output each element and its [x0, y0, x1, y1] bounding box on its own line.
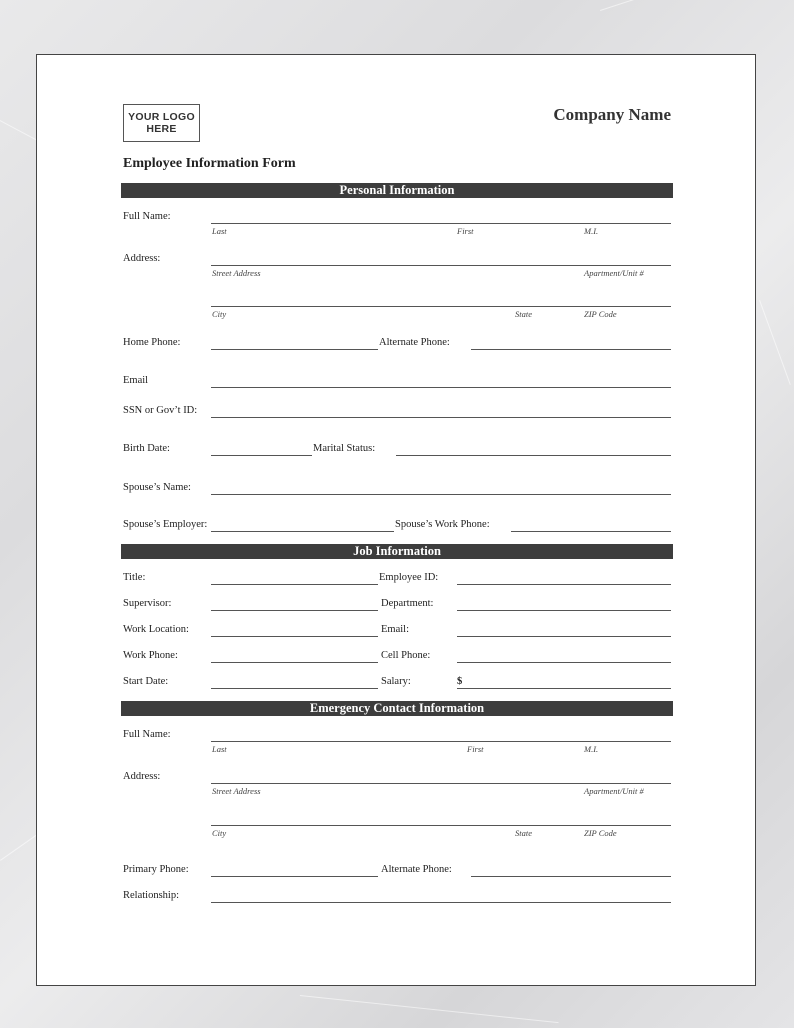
company-name: Company Name — [553, 105, 671, 124]
primary-phone-label: Primary Phone: — [123, 864, 189, 875]
cell-phone-field[interactable] — [457, 662, 671, 663]
work-location-field[interactable] — [211, 636, 378, 637]
spouse-name-field[interactable] — [211, 494, 671, 495]
ec-apt-sublabel: Apartment/Unit # — [584, 786, 644, 796]
department-label: Department: — [381, 598, 434, 609]
alt-phone-label: Alternate Phone: — [379, 337, 450, 348]
title-label: Title: — [123, 572, 146, 583]
state-sublabel: State — [515, 309, 532, 319]
ec-alt-phone-label: Alternate Phone: — [381, 864, 452, 875]
title-field[interactable] — [211, 584, 378, 585]
email-label: Email — [123, 375, 149, 386]
full-name-label: Full Name: — [123, 211, 171, 222]
department-field[interactable] — [457, 610, 671, 611]
employee-id-label: Employee ID: — [379, 572, 439, 583]
ssn-label: SSN or Gov’t ID: — [123, 405, 198, 416]
section-header-personal: Personal Information — [121, 183, 673, 198]
ssn-field[interactable] — [211, 417, 671, 418]
start-date-label: Start Date: — [123, 676, 169, 687]
section-header-job: Job Information — [121, 544, 673, 559]
alt-phone-field[interactable] — [471, 349, 671, 350]
ec-zip-sublabel: ZIP Code — [584, 828, 617, 838]
spouse-work-phone-label: Spouse’s Work Phone: — [395, 519, 490, 530]
relationship-label: Relationship: — [123, 890, 179, 901]
job-email-label: Email: — [381, 624, 409, 635]
ec-state-sublabel: State — [515, 828, 532, 838]
ec-address-label: Address: — [123, 771, 161, 782]
spouse-name-label: Spouse’s Name: — [123, 482, 191, 493]
street-address-field[interactable] — [211, 265, 671, 266]
logo-placeholder: YOUR LOGO HERE — [123, 104, 200, 142]
zip-sublabel: ZIP Code — [584, 309, 617, 319]
form-title: Employee Information Form — [123, 156, 296, 171]
ec-last-sublabel: Last — [212, 744, 227, 754]
section-header-emergency: Emergency Contact Information — [121, 701, 673, 716]
salary-field[interactable] — [457, 688, 671, 689]
marital-status-field[interactable] — [396, 455, 671, 456]
full-name-field[interactable] — [211, 223, 671, 224]
email-field[interactable] — [211, 387, 671, 388]
city-sublabel: City — [212, 309, 227, 319]
spouse-work-phone-field[interactable] — [511, 531, 671, 532]
ec-alt-phone-field[interactable] — [471, 876, 671, 877]
salary-label: Salary: — [381, 676, 411, 687]
birth-date-label: Birth Date: — [123, 443, 170, 454]
employee-id-field[interactable] — [457, 584, 671, 585]
supervisor-label: Supervisor: — [123, 598, 172, 609]
ec-full-name-field[interactable] — [211, 741, 671, 742]
city-state-zip-field[interactable] — [211, 306, 671, 307]
birth-date-field[interactable] — [211, 455, 312, 456]
ec-street-sublabel: Street Address — [212, 786, 261, 796]
relationship-field[interactable] — [211, 902, 671, 903]
ec-full-name-label: Full Name: — [123, 729, 171, 740]
form-page — [36, 54, 756, 986]
supervisor-field[interactable] — [211, 610, 378, 611]
address-label: Address: — [123, 253, 161, 264]
ec-first-sublabel: First — [467, 744, 484, 754]
start-date-field[interactable] — [211, 688, 378, 689]
cell-phone-label: Cell Phone: — [381, 650, 431, 661]
ec-street-address-field[interactable] — [211, 783, 671, 784]
street-sublabel: Street Address — [212, 268, 261, 278]
primary-phone-field[interactable] — [211, 876, 378, 877]
apt-sublabel: Apartment/Unit # — [584, 268, 644, 278]
spouse-employer-field[interactable] — [211, 531, 394, 532]
ec-city-state-zip-field[interactable] — [211, 825, 671, 826]
ec-city-sublabel: City — [212, 828, 227, 838]
ec-mi-sublabel: M.I. — [584, 744, 599, 754]
work-phone-field[interactable] — [211, 662, 378, 663]
home-phone-field[interactable] — [211, 349, 378, 350]
work-phone-label: Work Phone: — [123, 650, 178, 661]
salary-dollar-sign: $ — [457, 676, 463, 687]
job-email-field[interactable] — [457, 636, 671, 637]
home-phone-label: Home Phone: — [123, 337, 181, 348]
mi-sublabel: M.I. — [584, 226, 599, 236]
first-sublabel: First — [457, 226, 474, 236]
last-sublabel: Last — [212, 226, 227, 236]
marital-status-label: Marital Status: — [313, 443, 376, 454]
work-location-label: Work Location: — [123, 624, 189, 635]
spouse-employer-label: Spouse’s Employer: — [123, 519, 208, 530]
